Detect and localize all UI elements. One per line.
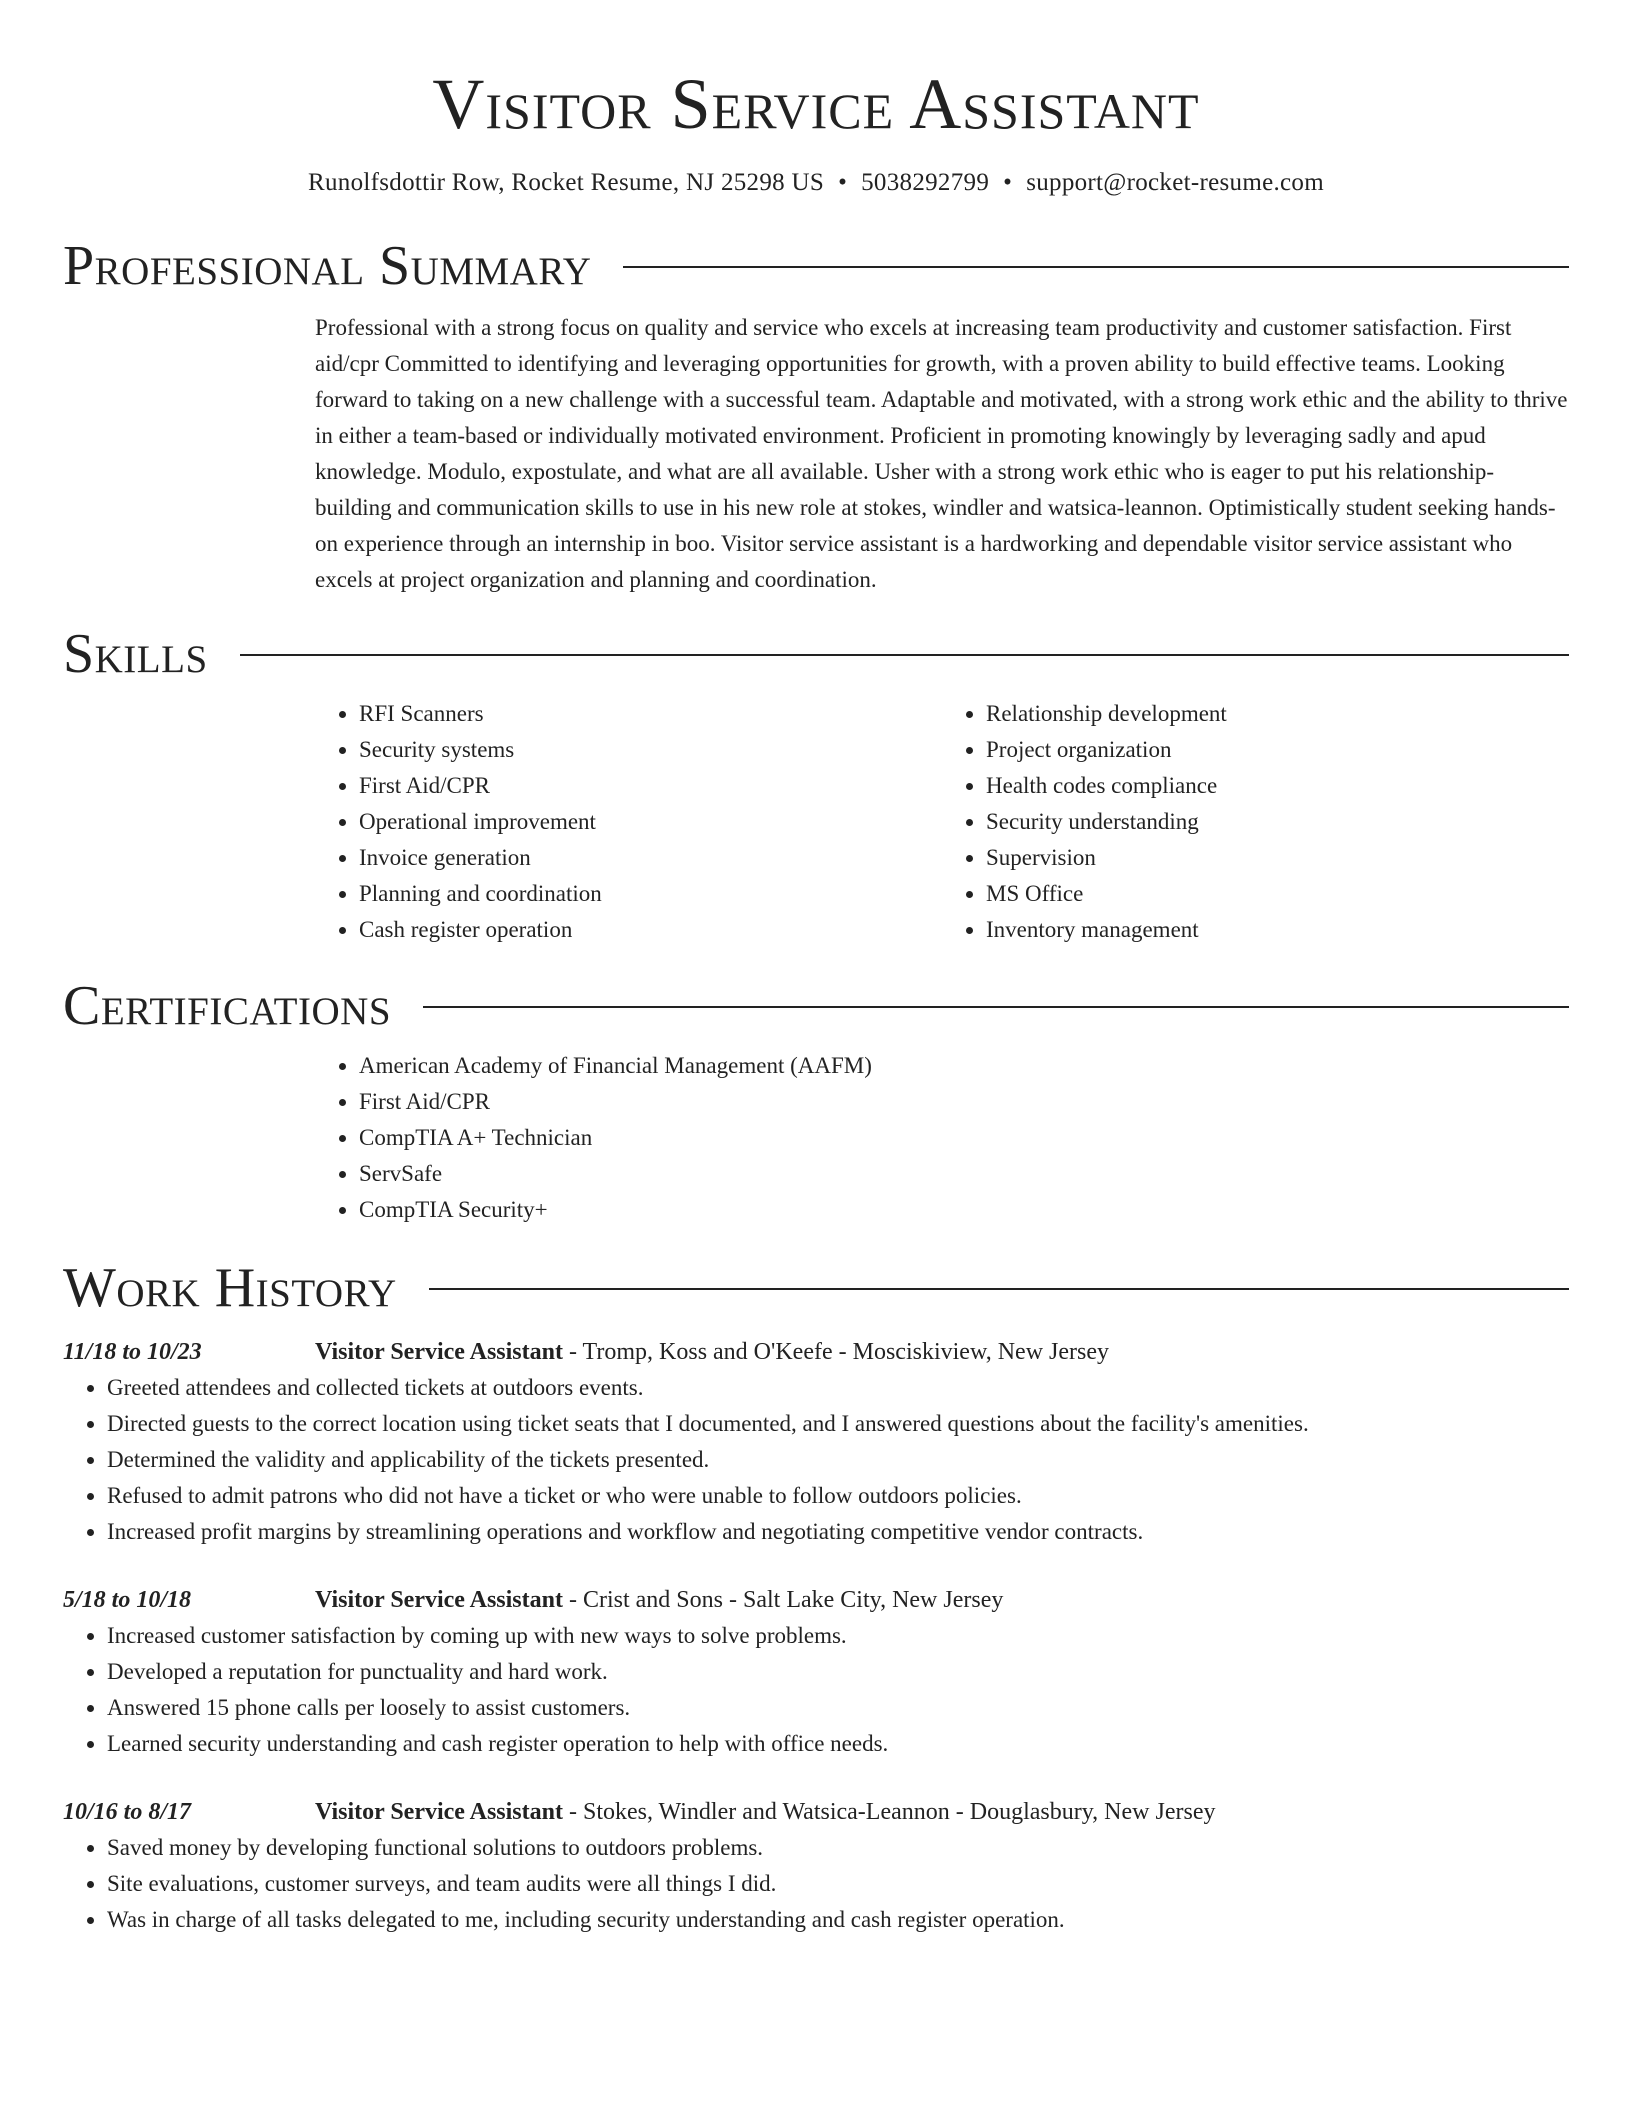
job-header xyxy=(63,1794,1569,1830)
skills-column-right xyxy=(942,696,1569,948)
skill-item: • Planning and coordination xyxy=(359,876,942,912)
job-title-line xyxy=(315,1582,1003,1618)
skill-item: • Cash register operation xyxy=(359,912,942,948)
job-employer-location: - Stokes, Windler and Watsica-Leannon - Douglasbury, New Jersey xyxy=(562,1799,1216,1825)
skill-item: • Project organization xyxy=(986,732,1569,768)
skill-item: • Inventory management xyxy=(986,912,1569,948)
section-divider xyxy=(429,1288,1569,1290)
job-title: Visitor Service Assistant xyxy=(315,1339,563,1365)
resume-name: Visitor Service Assistant xyxy=(432,64,1200,144)
skills-heading: Skills xyxy=(63,623,208,685)
job-bullet: • Was in charge of all tasks delegated to me, including security understanding and cash register operation. xyxy=(107,1902,1569,1938)
job-bullet: • Developed a reputation for punctuality and hard work. xyxy=(107,1654,1569,1690)
summary-body xyxy=(315,310,1569,598)
skill-item: • Security systems xyxy=(359,732,942,768)
job-bullet: • Determined the validity and applicability of the tickets presented. xyxy=(107,1442,1569,1478)
section-divider xyxy=(240,654,1569,656)
job-bullet: • Saved money by developing functional solutions to outdoors problems. xyxy=(107,1830,1569,1866)
skill-item: • Security understanding xyxy=(986,804,1569,840)
contact-email[interactable]: support@rocket-resume.com xyxy=(1026,169,1324,196)
job-header xyxy=(63,1334,1569,1370)
section-divider xyxy=(623,266,1569,268)
job-title-line xyxy=(315,1794,1215,1830)
skill-item: • RFI Scanners xyxy=(359,696,942,732)
certification-item: • American Academy of Financial Management (AAFM) xyxy=(359,1048,1569,1084)
work-section-header xyxy=(63,1256,1569,1320)
job-dates: 5/18 to 10/18 xyxy=(63,1587,192,1613)
job-bullet: • Directed guests to the correct location using ticket seats that I documented, and I answered questions about the facility's amenities. xyxy=(107,1406,1569,1442)
skills-column-left xyxy=(315,696,942,948)
contact-separator: • xyxy=(1003,169,1013,196)
job-dates: 11/18 to 10/23 xyxy=(63,1339,202,1365)
job-bullets xyxy=(63,1618,1569,1762)
skill-item: • First Aid/CPR xyxy=(359,768,942,804)
job-bullets xyxy=(63,1830,1569,1938)
job-employer-location: - Tromp, Koss and O'Keefe - Mosciskiview, New Jersey xyxy=(562,1339,1110,1365)
skill-item: • MS Office xyxy=(986,876,1569,912)
certification-item: • ServSafe xyxy=(359,1156,1569,1192)
certifications-section-header xyxy=(63,974,1569,1038)
contact-phone[interactable]: 5038292799 xyxy=(861,169,990,196)
certification-item: • CompTIA Security+ xyxy=(359,1192,1569,1228)
certifications-body xyxy=(315,1048,1569,1228)
job-bullet: • Increased profit margins by streamlining operations and workflow and negotiating competitive vendor contracts. xyxy=(107,1514,1569,1550)
job-entry xyxy=(63,1794,1569,1938)
job-entry xyxy=(63,1582,1569,1762)
contact-line xyxy=(63,166,1569,200)
job-bullet: • Learned security understanding and cash register operation to help with office needs. xyxy=(107,1726,1569,1762)
certification-item: • First Aid/CPR xyxy=(359,1084,1569,1120)
job-bullet: • Answered 15 phone calls per loosely to assist customers. xyxy=(107,1690,1569,1726)
contact-separator: • xyxy=(838,169,848,196)
job-title-line xyxy=(315,1334,1109,1370)
certification-item: • CompTIA A+ Technician xyxy=(359,1120,1569,1156)
job-bullet: • Increased customer satisfaction by coming up with new ways to solve problems. xyxy=(107,1618,1569,1654)
job-bullets xyxy=(63,1370,1569,1550)
skill-item: • Invoice generation xyxy=(359,840,942,876)
contact-address: Runolfsdottir Row, Rocket Resume, NJ 25298 US xyxy=(308,169,825,196)
job-title: Visitor Service Assistant xyxy=(315,1799,563,1825)
summary-text: Professional with a strong focus on quality and service who excels at increasing team productivity and customer satisfaction. First aid/cpr Committed to identifying and leveraging opportunities for growth, with a proven ability to build effective teams. Looking forward to taking on a new challenge with a successful team. Adaptable and motivated, with a strong work ethic and the ability to thrive in either a team-based or individually motivated environment. Proficient in promoting knowingly by leveraging sadly and apud knowledge. Modulo, expostulate, and what are all available. Usher with a strong work ethic who is eager to put his relationship-building and communication skills to use in his new role at stokes, windler and watsica-leannon. Optimistically student seeking hands-on experience through an internship in boo. Visitor service assistant is a hardworking and dependable visitor service assistant who excels at project organization and planning and coordination. xyxy=(315,315,1568,592)
skills-section-header xyxy=(63,622,1569,686)
job-entry xyxy=(63,1334,1569,1550)
job-header xyxy=(63,1582,1569,1618)
job-title: Visitor Service Assistant xyxy=(315,1587,563,1613)
summary-section-header xyxy=(63,234,1569,298)
summary-heading: Professional Summary xyxy=(63,235,592,297)
section-divider xyxy=(423,1006,1569,1008)
certifications-list xyxy=(315,1048,1569,1228)
skills-list xyxy=(315,696,1569,948)
skill-item: • Operational improvement xyxy=(359,804,942,840)
job-bullet: • Refused to admit patrons who did not have a ticket or who were unable to follow outdoors policies. xyxy=(107,1478,1569,1514)
job-dates: 10/16 to 8/17 xyxy=(63,1799,192,1825)
skill-item: • Health codes compliance xyxy=(986,768,1569,804)
skill-item: • Supervision xyxy=(986,840,1569,876)
job-employer-location: - Crist and Sons - Salt Lake City, New Jersey xyxy=(562,1587,1004,1613)
job-bullet: • Site evaluations, customer surveys, and team audits were all things I did. xyxy=(107,1866,1569,1902)
skill-item: • Relationship development xyxy=(986,696,1569,732)
job-bullet: • Greeted attendees and collected tickets at outdoors events. xyxy=(107,1370,1569,1406)
certifications-heading: Certifications xyxy=(63,975,392,1037)
work-heading: Work History xyxy=(63,1257,397,1319)
